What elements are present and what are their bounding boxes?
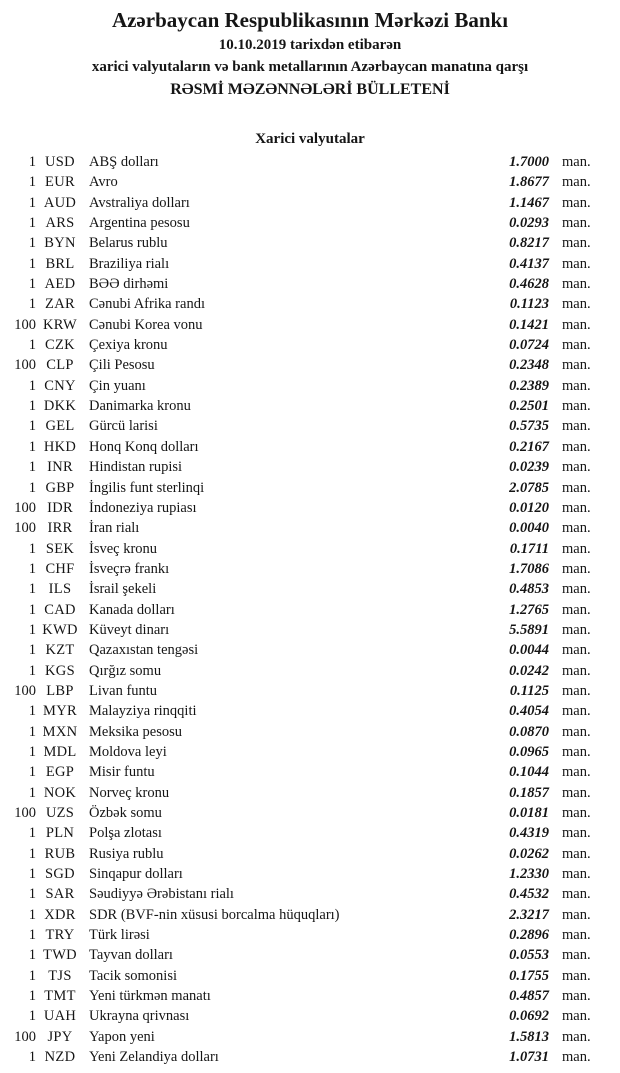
quantity-cell: 1 <box>28 886 36 903</box>
table-row <box>0 315 620 335</box>
currency-code: INR <box>47 459 73 476</box>
rate-value: 0.2167 <box>509 438 549 455</box>
currency-code: CAD <box>44 601 76 618</box>
unit-label: man. <box>562 866 591 883</box>
currency-name: Türk lirəsi <box>89 927 150 944</box>
currency-name: Belarus rublu <box>89 235 168 252</box>
currency-name: Rusiya rublu <box>89 845 164 862</box>
table-row <box>0 1027 620 1047</box>
currency-name: Argentina pesosu <box>89 215 190 232</box>
unit-label: man. <box>562 194 591 211</box>
table-row <box>0 864 620 884</box>
bank-title: Azərbaycan Respublikasının Mərkəzi Bankı <box>111 8 509 32</box>
currency-name: Avstraliya dolları <box>89 194 190 211</box>
currency-code: MXN <box>42 723 78 740</box>
currency-code: ZAR <box>45 296 75 313</box>
rate-value: 0.0870 <box>509 723 549 740</box>
quantity-cell: 1 <box>28 743 36 760</box>
currency-code: UZS <box>45 805 75 821</box>
bulletin-title: RƏSMİ MƏZƏNNƏLƏRİ BÜLLETENİ <box>170 81 450 98</box>
currency-name: Polşa zlotası <box>89 825 162 842</box>
quantity-cell: 1 <box>28 337 36 354</box>
effective-date-line: 10.10.2019 tarixdən etibarən <box>218 37 402 53</box>
currency-name: Səudiyyə Ərəbistanı rialı <box>89 886 234 903</box>
unit-label: man. <box>562 805 591 821</box>
quantity-cell: 1 <box>28 377 36 394</box>
currency-code: JPY <box>47 1028 73 1045</box>
quantity-cell: 1 <box>28 662 36 679</box>
table-row <box>0 681 620 701</box>
table-row <box>0 844 620 864</box>
unit-label: man. <box>562 235 591 252</box>
unit-label: man. <box>562 520 591 537</box>
unit-label: man. <box>562 703 591 720</box>
rate-value: 0.2389 <box>509 377 549 394</box>
currency-name: Çili Pesosu <box>89 357 155 374</box>
rate-value: 0.2348 <box>509 357 549 374</box>
currency-name: Livan funtu <box>89 682 158 699</box>
unit-label: man. <box>562 459 591 476</box>
currency-code: CHF <box>45 560 75 577</box>
unit-label: man. <box>562 967 591 984</box>
currency-name: Çin yuanı <box>89 377 146 394</box>
bulletin-header <box>0 6 620 101</box>
quantity-cell: 1 <box>28 723 36 740</box>
currency-code: BRL <box>45 255 75 272</box>
currency-code: ARS <box>45 215 75 232</box>
unit-label: man. <box>562 581 591 598</box>
unit-label: man. <box>562 764 591 781</box>
currency-code: TWD <box>43 947 77 964</box>
rate-value: 0.0293 <box>509 215 549 232</box>
currency-code: CNY <box>44 377 76 394</box>
quantity-cell: 1 <box>28 601 36 618</box>
unit-label: man. <box>562 357 591 374</box>
table-row <box>0 823 620 843</box>
quantity-cell: 1 <box>28 479 36 496</box>
rate-value: 1.1467 <box>509 194 549 211</box>
rate-value: 2.3217 <box>509 906 549 923</box>
table-row <box>0 376 620 396</box>
quantity-cell: 1 <box>28 703 36 720</box>
currency-name: İsrail şekeli <box>89 581 157 598</box>
unit-label: man. <box>562 927 591 944</box>
quantity-cell: 100 <box>14 357 36 374</box>
currency-code: KWD <box>42 621 78 638</box>
rate-value: 0.0553 <box>509 947 549 964</box>
unit-label: man. <box>562 1049 591 1066</box>
unit-label: man. <box>562 1028 591 1045</box>
table-row <box>0 579 620 599</box>
currency-name: Çexiya kronu <box>89 337 168 354</box>
unit-label: man. <box>562 947 591 964</box>
table-row <box>0 457 620 477</box>
section-title: Xarici valyutalar <box>255 131 365 147</box>
currency-code: IRR <box>47 520 73 537</box>
unit-label: man. <box>562 215 591 232</box>
currency-code: SAR <box>45 886 75 903</box>
quantity-cell: 1 <box>28 825 36 842</box>
currency-code: MYR <box>43 703 77 720</box>
table-row <box>0 722 620 742</box>
currency-name: Braziliya rialı <box>89 255 170 272</box>
unit-label: man. <box>562 154 591 170</box>
rate-value: 2.0785 <box>509 479 549 496</box>
table-row <box>0 396 620 416</box>
unit-label: man. <box>562 174 591 191</box>
table-row <box>0 986 620 1006</box>
quantity-cell: 100 <box>14 682 36 699</box>
quantity-cell: 1 <box>28 296 36 313</box>
currency-code: CZK <box>45 337 75 354</box>
currency-code: EGP <box>45 764 75 781</box>
unit-label: man. <box>562 825 591 842</box>
currency-name: BƏƏ dirhəmi <box>89 276 169 293</box>
currency-code: BYN <box>44 235 76 252</box>
currency-code: TRY <box>45 927 75 944</box>
currency-name: Meksika pesosu <box>89 723 183 740</box>
currency-code: USD <box>45 154 75 170</box>
quantity-cell: 1 <box>28 845 36 862</box>
rate-value: 0.2896 <box>509 927 549 944</box>
quantity-cell: 1 <box>28 866 36 883</box>
currency-name: İngilis funt sterlinqi <box>89 479 205 496</box>
rate-value: 1.7000 <box>509 154 549 170</box>
currency-name: Yeni Zelandiya dolları <box>89 1049 219 1066</box>
rate-value: 0.1421 <box>509 316 549 333</box>
currency-name: Yeni türkmən manatı <box>89 988 211 1005</box>
unit-label: man. <box>562 499 591 516</box>
currency-code: ILS <box>48 581 72 598</box>
quantity-cell: 1 <box>28 398 36 415</box>
currency-name: Cənubi Afrika randı <box>89 296 205 313</box>
table-row <box>0 600 620 620</box>
currency-code: GBP <box>45 479 75 496</box>
rate-value: 0.4137 <box>509 255 549 272</box>
table-row <box>0 233 620 253</box>
table-row <box>0 416 620 436</box>
rate-value: 0.4532 <box>509 886 549 903</box>
currency-code: SEK <box>45 540 75 557</box>
table-row <box>0 762 620 782</box>
table-row <box>0 945 620 965</box>
currency-name: Cənubi Korea vonu <box>89 316 203 333</box>
rate-value: 0.0242 <box>509 662 549 679</box>
quantity-cell: 1 <box>28 255 36 272</box>
subject-line: xarici valyutaların və bank metallarının Azərbaycan manatına qarşı <box>91 59 529 75</box>
quantity-cell: 1 <box>28 906 36 923</box>
unit-label: man. <box>562 1008 591 1025</box>
currency-name: Ukrayna qrivnası <box>89 1008 190 1025</box>
rate-value: 0.0239 <box>509 459 549 476</box>
unit-label: man. <box>562 621 591 638</box>
table-row <box>0 783 620 803</box>
table-row <box>0 294 620 314</box>
unit-label: man. <box>562 316 591 333</box>
quantity-cell: 1 <box>28 215 36 232</box>
currency-name: Gürcü larisi <box>89 418 158 435</box>
quantity-cell: 1 <box>28 947 36 964</box>
currency-name: Yapon yeni <box>89 1028 155 1045</box>
rate-value: 0.2501 <box>509 398 549 415</box>
table-row <box>0 213 620 233</box>
rate-value: 0.1125 <box>509 682 549 699</box>
currency-code: RUB <box>44 845 76 862</box>
quantity-cell: 1 <box>28 927 36 944</box>
currency-name: Hindistan rupisi <box>89 459 183 476</box>
currency-name: İndoneziya rupiası <box>89 499 197 516</box>
quantity-cell: 1 <box>28 764 36 781</box>
unit-label: man. <box>562 377 591 394</box>
rate-value: 1.5813 <box>509 1028 549 1045</box>
quantity-cell: 100 <box>14 1028 36 1045</box>
quantity-cell: 1 <box>28 459 36 476</box>
currency-name: SDR (BVF-nin xüsusi borcalma hüquqları) <box>89 906 340 923</box>
unit-label: man. <box>562 784 591 801</box>
currency-name: Tacik somonisi <box>89 967 177 984</box>
unit-label: man. <box>562 988 591 1005</box>
rate-value: 0.4628 <box>509 276 549 293</box>
currency-name: İsveç kronu <box>89 540 158 557</box>
unit-label: man. <box>562 906 591 923</box>
currency-code: KZT <box>45 642 75 659</box>
table-row <box>0 966 620 986</box>
quantity-cell: 100 <box>14 316 36 333</box>
table-row <box>0 152 620 172</box>
unit-label: man. <box>562 743 591 760</box>
quantity-cell: 1 <box>28 540 36 557</box>
rate-value: 5.5891 <box>509 621 549 638</box>
quantity-cell: 1 <box>28 418 36 435</box>
rate-value: 1.2765 <box>509 601 549 618</box>
currency-code: TJS <box>48 967 72 984</box>
rate-value: 0.1711 <box>509 540 549 557</box>
currency-code: KRW <box>43 316 77 333</box>
rate-value: 1.2330 <box>509 866 549 883</box>
quantity-cell: 1 <box>28 276 36 293</box>
table-row <box>0 274 620 294</box>
rate-value: 0.8217 <box>509 235 549 252</box>
currency-name: Danimarka kronu <box>89 398 191 415</box>
quantity-cell: 1 <box>28 1049 36 1066</box>
table-row <box>0 478 620 498</box>
unit-label: man. <box>562 438 591 455</box>
table-row <box>0 905 620 925</box>
currency-name: İran rialı <box>89 520 140 537</box>
unit-label: man. <box>562 337 591 354</box>
quantity-cell: 100 <box>14 499 36 516</box>
unit-label: man. <box>562 601 591 618</box>
currency-code: NZD <box>44 1049 76 1066</box>
unit-label: man. <box>562 296 591 313</box>
unit-label: man. <box>562 682 591 699</box>
currency-code: CLP <box>46 357 74 374</box>
table-row <box>0 355 620 375</box>
table-row <box>0 701 620 721</box>
quantity-cell: 1 <box>28 560 36 577</box>
currency-code: SGD <box>45 866 75 883</box>
quantity-cell: 1 <box>28 642 36 659</box>
currency-code: KGS <box>45 662 75 679</box>
currency-name: Avro <box>89 174 118 191</box>
rate-value: 1.7086 <box>509 560 549 577</box>
rate-value: 0.0044 <box>509 642 549 659</box>
quantity-cell: 1 <box>28 235 36 252</box>
unit-label: man. <box>562 845 591 862</box>
quantity-cell: 1 <box>28 1008 36 1025</box>
currency-name: Norveç kronu <box>89 784 170 801</box>
currency-code: LBP <box>46 682 74 699</box>
currency-name: Honq Konq dolları <box>89 438 199 455</box>
currency-code: AED <box>44 276 76 293</box>
rate-value: 0.0262 <box>509 845 549 862</box>
table-row <box>0 1006 620 1026</box>
currency-name: Tayvan dolları <box>89 947 173 964</box>
currency-name: Malayziya rinqqiti <box>89 703 197 720</box>
table-row <box>0 335 620 355</box>
rate-value: 0.1044 <box>509 764 549 781</box>
quantity-cell: 1 <box>28 154 36 170</box>
unit-label: man. <box>562 479 591 496</box>
currency-name: Qazaxıstan tengəsi <box>89 642 199 659</box>
table-row <box>0 254 620 274</box>
quantity-cell: 100 <box>14 520 36 537</box>
currency-code: IDR <box>47 499 73 516</box>
quantity-cell: 1 <box>28 621 36 638</box>
currency-name: ABŞ dolları <box>89 154 159 170</box>
rate-value: 0.0692 <box>509 1008 549 1025</box>
unit-label: man. <box>562 398 591 415</box>
currency-name: Özbək somu <box>89 805 162 821</box>
rate-value: 0.0040 <box>509 520 549 537</box>
currency-code: PLN <box>45 825 75 842</box>
table-row <box>0 172 620 192</box>
quantity-cell: 1 <box>28 438 36 455</box>
quantity-cell: 1 <box>28 194 36 211</box>
currency-code: AUD <box>43 194 77 211</box>
currency-code: EUR <box>45 174 75 191</box>
table-row <box>0 640 620 660</box>
rate-value: 0.0965 <box>509 743 549 760</box>
unit-label: man. <box>562 662 591 679</box>
unit-label: man. <box>562 642 591 659</box>
rate-value: 0.1755 <box>509 967 549 984</box>
unit-label: man. <box>562 560 591 577</box>
rate-value: 0.1857 <box>509 784 549 801</box>
currency-code: XDR <box>44 906 76 923</box>
quantity-cell: 1 <box>28 174 36 191</box>
currency-name: İsveçrə frankı <box>89 560 170 577</box>
exchange-rates-table <box>0 152 620 1067</box>
currency-code: HKD <box>43 438 77 455</box>
table-row <box>0 925 620 945</box>
table-row <box>0 742 620 762</box>
table-row <box>0 559 620 579</box>
currency-code: NOK <box>43 784 77 801</box>
rate-value: 0.0120 <box>509 499 549 516</box>
rate-value: 1.8677 <box>509 174 549 191</box>
table-row <box>0 1047 620 1067</box>
rate-value: 0.4853 <box>509 581 549 598</box>
table-row <box>0 803 620 823</box>
rate-value: 0.0724 <box>509 337 549 354</box>
unit-label: man. <box>562 418 591 435</box>
quantity-cell: 1 <box>28 967 36 984</box>
unit-label: man. <box>562 540 591 557</box>
table-row <box>0 539 620 559</box>
table-row <box>0 518 620 538</box>
currency-code: TMT <box>44 988 76 1005</box>
rate-value: 1.0731 <box>509 1049 549 1066</box>
quantity-cell: 1 <box>28 784 36 801</box>
currency-code: UAH <box>43 1008 77 1025</box>
rate-value: 0.4319 <box>509 825 549 842</box>
currency-name: Qırğız somu <box>89 662 162 679</box>
currency-code: DKK <box>43 398 77 415</box>
table-row <box>0 620 620 640</box>
rate-value: 0.5735 <box>509 418 549 435</box>
rate-value: 0.4857 <box>509 988 549 1005</box>
unit-label: man. <box>562 886 591 903</box>
currency-name: Sinqapur dolları <box>89 866 183 883</box>
unit-label: man. <box>562 723 591 740</box>
rate-value: 0.4054 <box>509 703 549 720</box>
rate-value: 0.1123 <box>509 296 549 313</box>
quantity-cell: 1 <box>28 581 36 598</box>
currency-name: Moldova leyi <box>89 743 167 760</box>
unit-label: man. <box>562 276 591 293</box>
currency-name: Kanada dolları <box>89 601 175 618</box>
currency-name: Küveyt dinarı <box>89 621 170 638</box>
rate-value: 0.0181 <box>509 805 549 821</box>
table-row <box>0 193 620 213</box>
table-row <box>0 498 620 518</box>
currency-name: Misir funtu <box>89 764 155 781</box>
table-row <box>0 661 620 681</box>
table-row <box>0 437 620 457</box>
quantity-cell: 100 <box>14 805 36 821</box>
table-row <box>0 884 620 904</box>
currency-code: GEL <box>45 418 75 435</box>
quantity-cell: 1 <box>28 988 36 1005</box>
unit-label: man. <box>562 255 591 272</box>
currency-code: MDL <box>43 743 77 760</box>
